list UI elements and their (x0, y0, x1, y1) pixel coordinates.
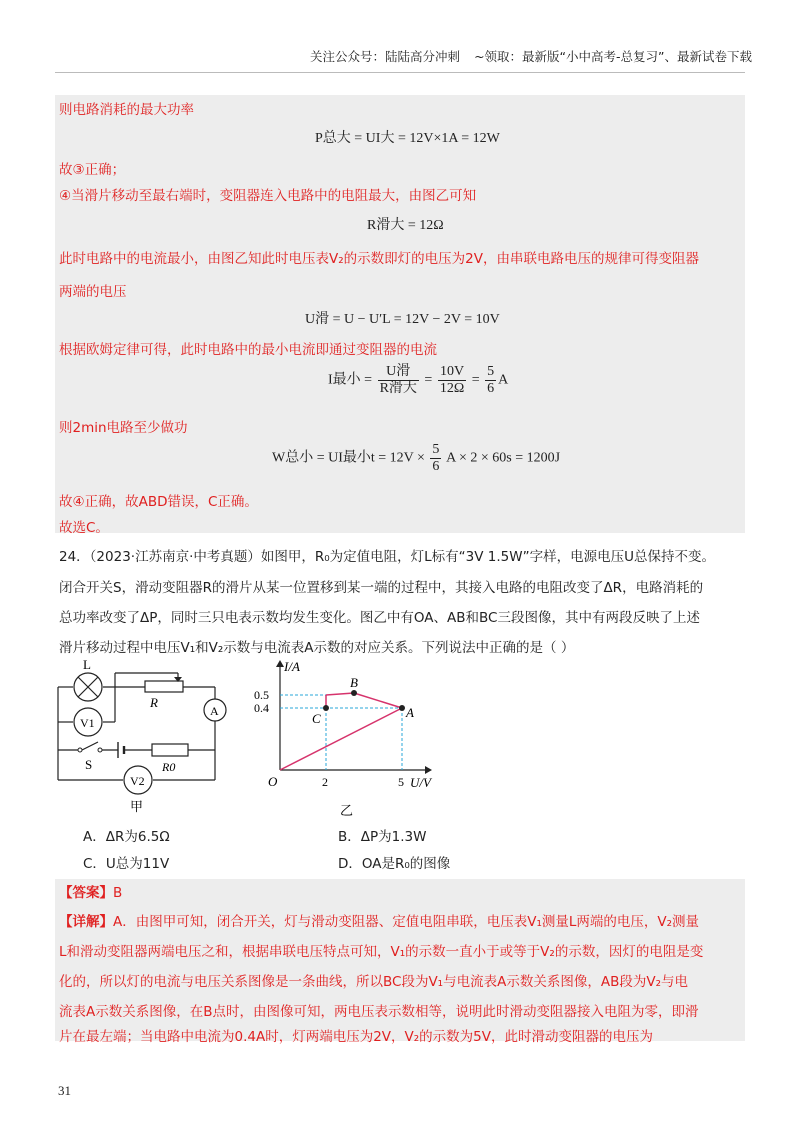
circuit-diagram (40, 655, 250, 815)
solution-line-6: 根据欧姆定律可得，此时电路中的最小电流即通过变阻器的电流 (59, 342, 437, 358)
equation-min-current: I最小 = $\frac{\text{U滑}}{\text{R滑大}}$ = $\frac{10V}{12\Omega}$ = $\frac{5}{6}$ A (328, 364, 509, 396)
solution-line-8: 故④正确，故ABD错误，C正确。 (59, 494, 258, 510)
y-tick-05: 0.5 (254, 688, 269, 702)
equation-rheostat-voltage: U滑 = U − U′L = 12V − 2V = 10V (305, 312, 500, 327)
v2-label: V2 (130, 774, 145, 788)
fraction-2-den: 12Ω (439, 381, 465, 396)
page-header (310, 47, 752, 65)
page-number: 31 (58, 1083, 71, 1098)
point-a (399, 705, 405, 711)
option-c[interactable]: C．U总为11V (83, 856, 170, 872)
fraction-3 (485, 364, 496, 397)
fraction-2-num: 10V (438, 364, 466, 381)
equation-min-work (272, 442, 560, 475)
option-a[interactable]: A．ΔR为6.5Ω (83, 829, 170, 845)
option-d[interactable]: D．OA是R₀的图像 (338, 856, 451, 872)
y-tick-04: 0.4 (254, 701, 269, 715)
equation-max-power: P总大 = UI大 = 12V×1A = 12W (315, 131, 500, 146)
solution-line-1: 则电路消耗的最大功率 (59, 102, 194, 118)
answer-tag: 【答案】 (59, 885, 113, 901)
iv-graph (250, 655, 450, 825)
x-tick-5: 5 (398, 775, 404, 789)
rheostat-label: R (150, 695, 158, 710)
detail-line-3: 化的，所以灯的电流与电压关系图像是一条曲线，所以BC段为V₁与电流表A示数关系图像，AB段为V₂与电 (59, 974, 688, 990)
equation-max-resistance: R滑大 = 12Ω (367, 218, 444, 233)
header-left: 关注公众号：陆陆高分冲刺 (310, 49, 461, 64)
label-a: A (406, 705, 414, 720)
graph-caption: 乙 (340, 803, 354, 818)
x-tick-2: 2 (322, 775, 328, 789)
fraction-5 (430, 442, 441, 475)
eq4-unit: A (498, 372, 509, 388)
question-line-3: 总功率改变了ΔP，同时三只电表示数均发生变化。图乙中有OA、AB和BC三段图像，其中有两段反映了上述 (59, 610, 700, 626)
r0-label: R0 (162, 760, 176, 774)
solution-line-7: 则2min电路至少做功 (59, 420, 188, 436)
y-axis-label: I/A (284, 659, 300, 674)
point-b (351, 690, 357, 696)
solution-line-2: 故③正确； (59, 162, 126, 178)
eq5-right: A × 2 × 60s = 1200J (446, 450, 561, 466)
eq4-left: I最小 = (328, 372, 373, 388)
detail-tag: 【详解】 (59, 914, 113, 930)
solution-line-9: 故选C。 (59, 520, 109, 536)
switch-label: S (85, 757, 93, 772)
option-b[interactable]: B．ΔP为1.3W (338, 829, 427, 845)
question-line-1: 24．（2023·江苏南京·中考真题）如图甲，R₀为定值电阻，灯L标有“3V 1.5W”字样，电源电压U总保持不变。 (59, 549, 715, 565)
point-c (323, 705, 329, 711)
x-axis-label: U/V (410, 775, 431, 790)
fraction-1 (378, 364, 419, 397)
detail-line-1 (59, 910, 699, 930)
fraction-1-num: U滑 (378, 364, 419, 381)
answer-line (59, 881, 122, 901)
ammeter-label: A (210, 704, 219, 718)
lamp-label: L (83, 657, 91, 672)
solution-line-5: 两端的电压 (59, 284, 127, 300)
origin-label: O (268, 774, 278, 789)
question-line-2: 闭合开关S，滑动变阻器R的滑片从某一位置移到某一端的过程中，其接入电路的电阻改变了ΔR，电路消耗的 (59, 580, 704, 596)
fraction-1-den: R滑大 (379, 381, 417, 396)
question-line-4: 滑片移动过程中电压V₁和V₂示数与电流表A示数的对应关系。下列说法中正确的是（ ） (59, 640, 575, 656)
fraction-5-den: 6 (432, 459, 440, 474)
detail-line-5: 片在最左端；当电路中电流为0.4A时，灯两端电压为2V，V₂的示数为5V，此时滑动变阻器的电压为 (59, 1029, 653, 1045)
label-c: C (312, 711, 321, 726)
label-b: B (350, 675, 358, 690)
circuit-caption: 甲 (130, 799, 144, 814)
solution-line-4: 此时电路中的电流最小，由图乙知此时电压表V₂的示数即灯的电压为2V，由串联电路电压的规律可得变阻器 (59, 251, 699, 267)
fraction-2 (438, 364, 466, 397)
answer-value: B (113, 885, 123, 901)
lamp-symbol (74, 673, 102, 701)
detail-line-2: L和滑动变阻器两端电压之和，根据串联电压特点可知，V₁的示数一直小于或等于V₂的示数，因灯的电阻是变 (59, 944, 704, 960)
header-rule (55, 72, 745, 73)
detail-line-4: 流表A示数关系图像，在B点时，由图像可知，两电压表示数相等，说明此时滑动变阻器接入电阻为零，即滑 (59, 1004, 699, 1020)
solution-line-3: ④当滑片移动至最右端时，变阻器连入电路中的电阻最大，由图乙可知 (59, 188, 477, 204)
v1-label: V1 (80, 716, 95, 730)
fraction-5-num: 5 (432, 442, 440, 457)
eq5-left: W总小 = UI最小t = 12V × (272, 450, 425, 466)
detail-text-1: A．由图甲可知，闭合开关，灯与滑动变阻器、定值电阻串联，电压表V₁测量L两端的电压，V₂测量 (113, 914, 700, 930)
fraction-3-num: 5 (487, 364, 495, 379)
header-right: ~领取：最新版“小中高考-总复习”、最新试卷下载 (474, 49, 752, 64)
fraction-3-den: 6 (487, 381, 495, 396)
